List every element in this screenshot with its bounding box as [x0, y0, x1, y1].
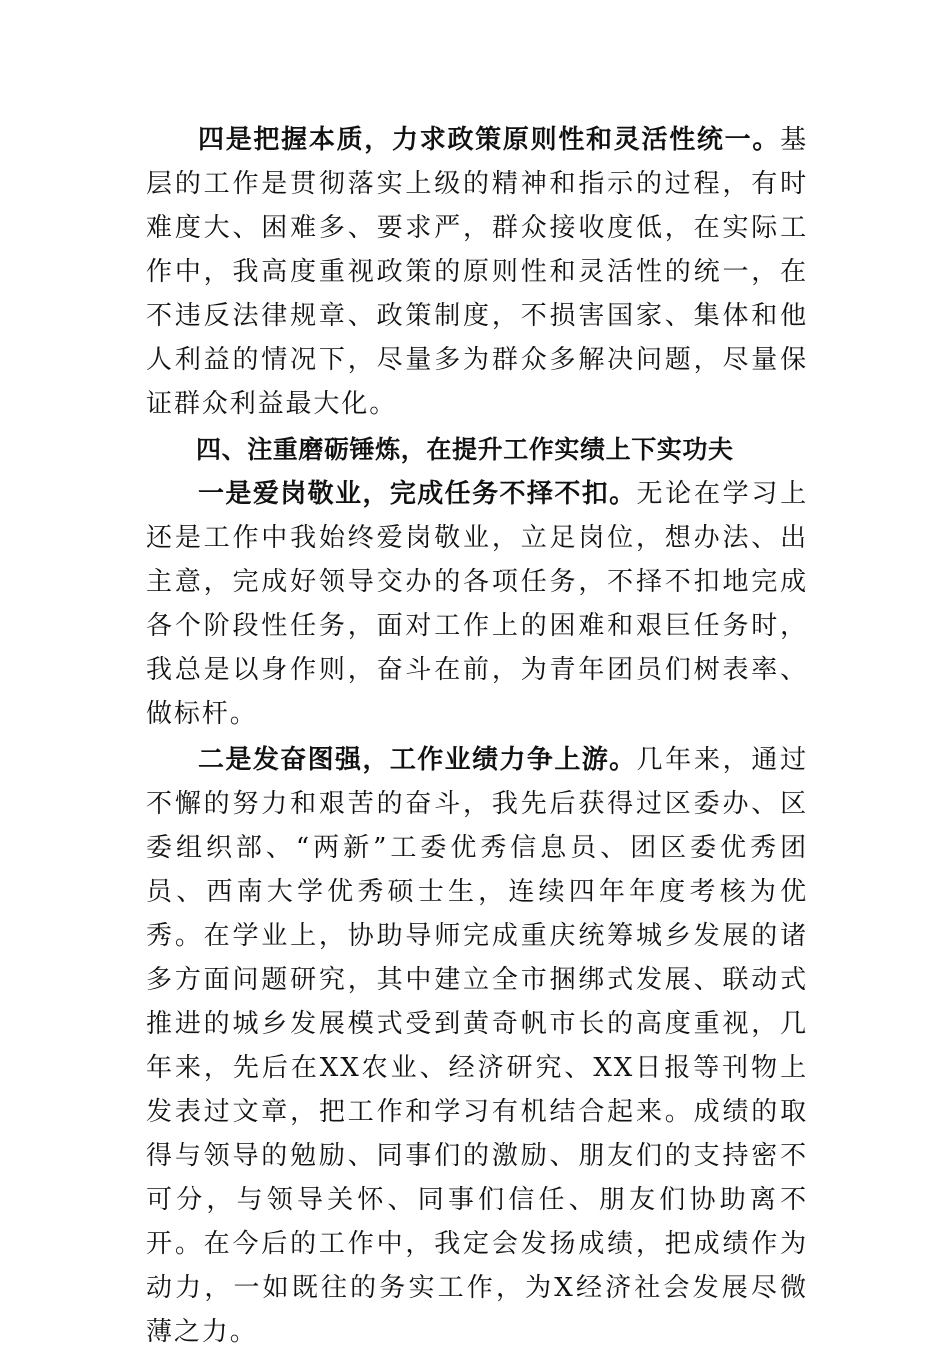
- paragraph-lead: 二是发奋图强，工作业绩力争上游。: [198, 745, 637, 775]
- paragraph-lead: 四是把握本质，力求政策原则性和灵活性统一。: [198, 125, 781, 155]
- paragraph-lead: 一是爱岗敬业，完成任务不择不扣。: [198, 479, 637, 509]
- paragraph-text: 基层的工作是贯彻落实上级的精神和指示的过程，有时难度大、困难多、要求严，群众接收度低，在实际工作中，我高度重视政策的原则性和灵活性的统一，在不违反法律规章、政策制度，不损害国家、集体和他人利益的情况下，尽量多为群众多解决问题，尽量保证群众利益最大化。: [146, 125, 808, 419]
- paragraph-text: 无论在学习上还是工作中我始终爱岗敬业，立足岗位，想办法、出主意，完成好领导交办的各项任务，不择不扣地完成各个阶段性任务，面对工作上的困难和艰巨任务时，我总是以身作则，奋斗在前，为青年团员们树表率、做标杆。: [146, 479, 808, 729]
- paragraph-dedication: [146, 472, 808, 736]
- paragraph-principle-flexibility: [146, 118, 808, 426]
- section-heading: 四、注重磨砺锤炼，在提升工作实绩上下实功夫: [196, 435, 734, 464]
- paragraph-achievements: [146, 738, 808, 1354]
- paragraph-text: 几年来，通过不懈的努力和艰苦的奋斗，我先后获得过区委办、区委组织部、“两新”工委优秀信息员、团区委优秀团员、西南大学优秀硕士生，连续四年年度考核为优秀。在学业上，协助导师完成重庆统筹城乡发展的诸多方面问题研究，其中建立全市捆绑式发展、联动式推进的城乡发展模式受到黄奇帆市长的高度重视，几年来，先后在XX农业、经济研究、XX日报等刊物上发表过文章，把工作和学习有机结合起来。成绩的取得与领导的勉励、同事们的激励、朋友们的支持密不可分，与领导关怀、同事们信任、朋友们协助离不开。在今后的工作中，我定会发扬成绩，把成绩作为动力，一如既往的务实工作，为X经济社会发展尽微薄之力。: [146, 745, 808, 1347]
- document-body: [146, 118, 808, 1354]
